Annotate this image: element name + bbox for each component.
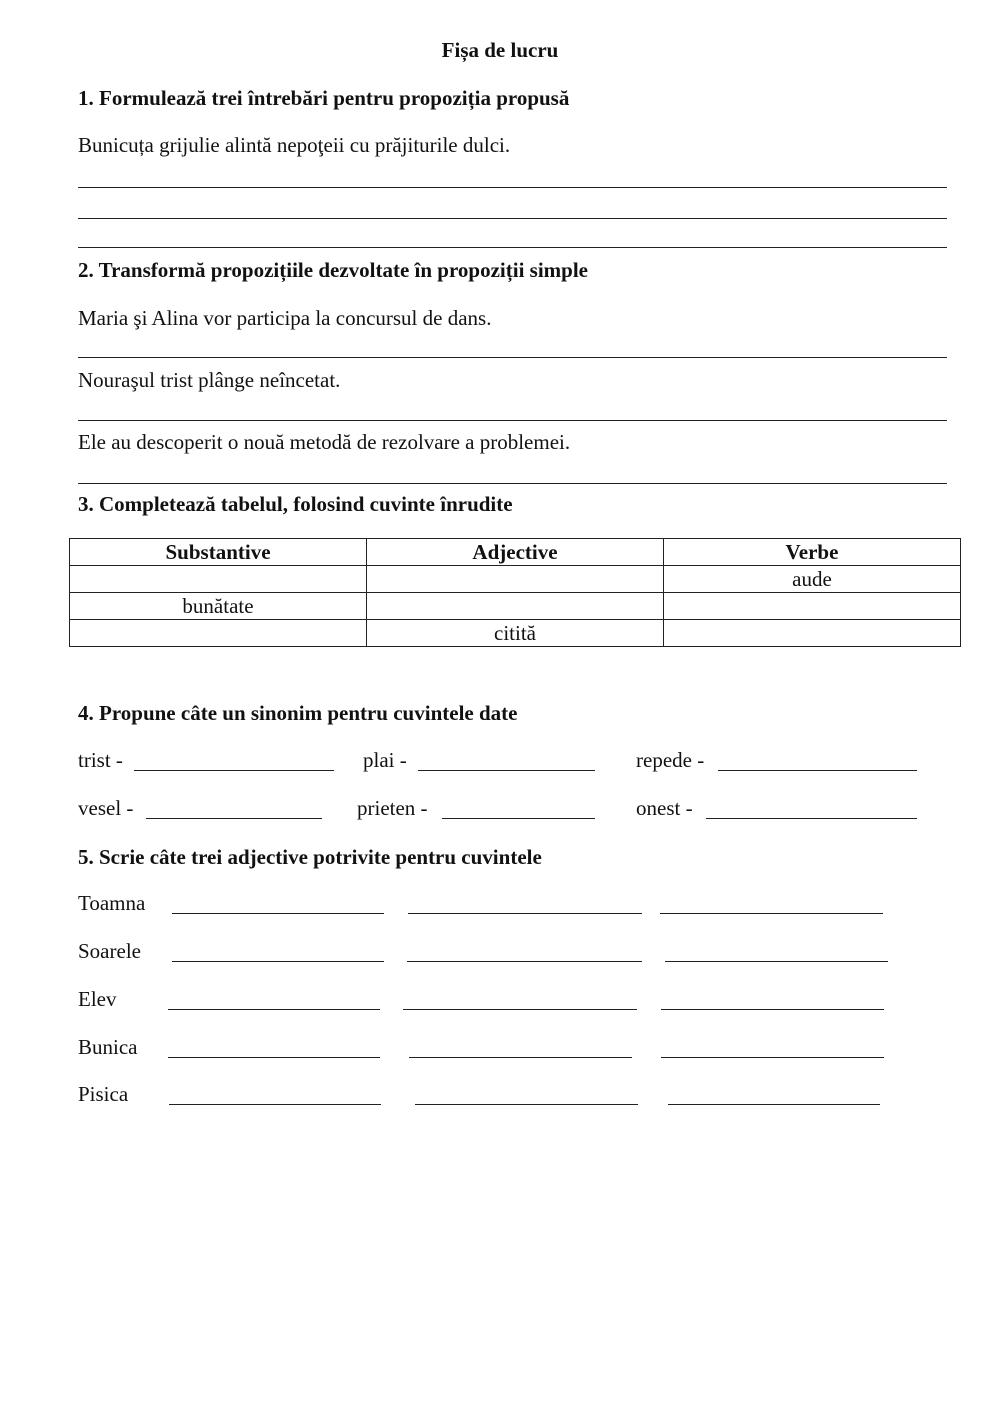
adjective-blank[interactable] [661,1009,884,1010]
adjective-blank[interactable] [415,1104,638,1105]
adjective-blank[interactable] [169,1104,381,1105]
table-cell[interactable] [367,593,664,620]
page-title: Fișa de lucru [441,38,559,62]
answer-line[interactable] [78,218,947,219]
synonym-word-vesel: vesel - [78,796,134,820]
adjective-word-pisica: Pisica [78,1082,129,1106]
adjective-blank[interactable] [409,1057,632,1058]
synonym-blank[interactable] [146,818,322,819]
table-header-row [70,539,961,566]
adjective-word-elev: Elev [78,987,117,1011]
exercise-1-sentence: Bunicuța grijulie alintă nepoţeii cu prăjiturile dulci. [78,133,511,157]
synonym-word-repede: repede - [636,748,705,772]
adjective-blank[interactable] [403,1009,637,1010]
adjective-blank[interactable] [660,913,883,914]
word-family-table [69,538,961,647]
adjective-word-soarele: Soarele [78,939,141,963]
table-row [70,593,961,620]
adjective-word-bunica: Bunica [78,1035,138,1059]
answer-line[interactable] [78,247,947,248]
synonym-blank[interactable] [134,770,334,771]
adjective-blank[interactable] [408,913,642,914]
adjective-blank[interactable] [168,1009,380,1010]
synonym-word-plai: plai - [363,748,407,772]
table-cell[interactable] [664,620,961,647]
synonym-blank[interactable] [418,770,595,771]
adjective-blank[interactable] [172,913,384,914]
adjective-blank[interactable] [407,961,642,962]
exercise-2-sentence-2: Nouraşul trist plânge neîncetat. [78,368,341,392]
adjective-blank[interactable] [665,961,888,962]
exercise-2-sentence-3: Ele au descoperit o nouă metodă de rezolvare a problemei. [78,430,571,454]
answer-line[interactable] [78,187,947,188]
adjective-blank[interactable] [668,1104,880,1105]
exercise-1-heading: 1. Formulează trei întrebări pentru propoziția propusă [78,86,570,110]
table-cell[interactable]: citită [367,620,664,647]
synonym-blank[interactable] [718,770,917,771]
adjective-blank[interactable] [661,1057,884,1058]
synonym-blank[interactable] [442,818,595,819]
table-cell[interactable] [367,566,664,593]
table-cell[interactable]: aude [664,566,961,593]
column-header-substantive: Substantive [70,539,367,566]
answer-line[interactable] [78,420,947,421]
exercise-4-heading: 4. Propune câte un sinonim pentru cuvintele date [78,701,518,725]
synonym-word-onest: onest - [636,796,693,820]
exercise-3-heading: 3. Completează tabelul, folosind cuvinte înrudite [78,492,513,516]
table-row [70,566,961,593]
table-cell[interactable] [70,566,367,593]
adjective-blank[interactable] [172,961,384,962]
synonym-blank[interactable] [706,818,917,819]
table-row [70,620,961,647]
table-cell[interactable]: bunătate [70,593,367,620]
adjective-blank[interactable] [168,1057,380,1058]
synonym-word-trist: trist - [78,748,123,772]
table-cell[interactable] [664,593,961,620]
adjective-word-toamna: Toamna [78,891,146,915]
answer-line[interactable] [78,483,947,484]
column-header-verbe: Verbe [664,539,961,566]
exercise-5-heading: 5. Scrie câte trei adjective potrivite pentru cuvintele [78,845,542,869]
answer-line[interactable] [78,357,947,358]
exercise-2-heading: 2. Transformă propozițiile dezvoltate în propoziții simple [78,258,588,282]
synonym-word-prieten: prieten - [357,796,428,820]
column-header-adjective: Adjective [367,539,664,566]
exercise-2-sentence-1: Maria şi Alina vor participa la concursul de dans. [78,306,492,330]
table-cell[interactable] [70,620,367,647]
